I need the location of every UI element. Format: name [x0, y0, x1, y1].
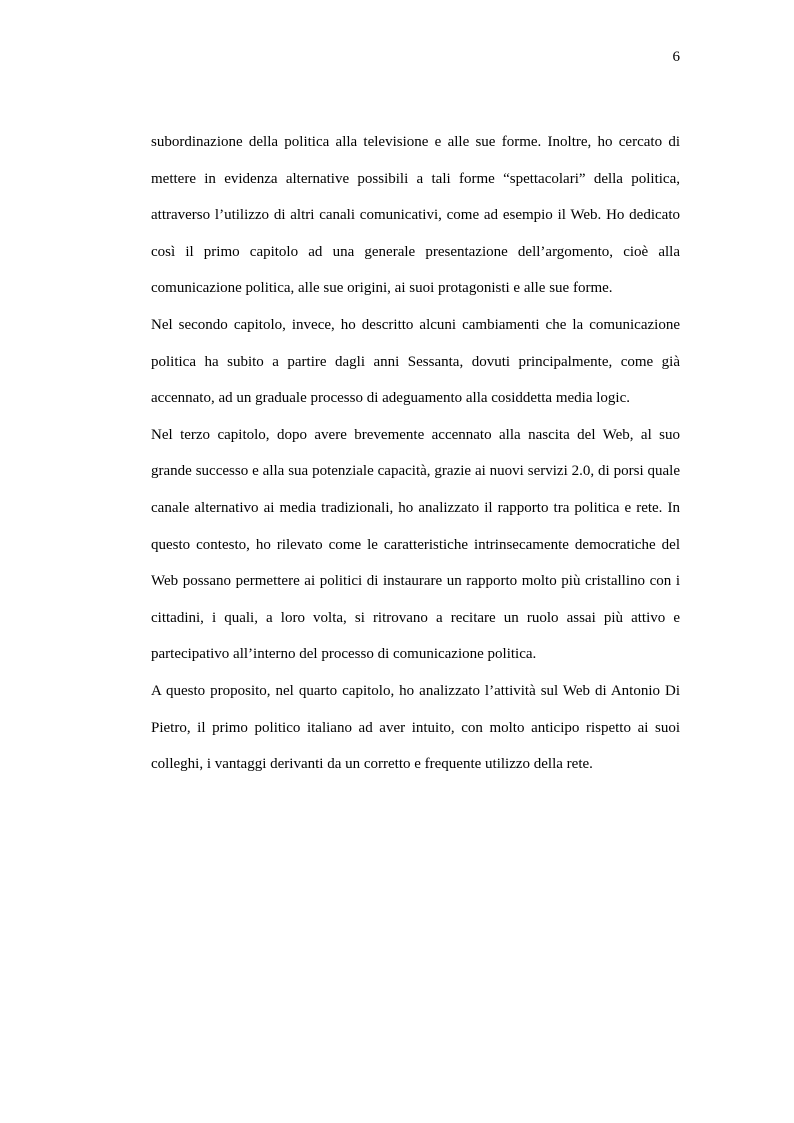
- paragraph-3: Nel terzo capitolo, dopo avere brevemente accennato alla nascita del Web, al suo grande successo e alla sua potenziale capacità, grazie ai nuovi servizi 2.0, di porsi quale canale alternativo ai media tradizionali, ho analizzato il rapporto tra politica e rete. In questo contesto, ho rilevato come le caratteristiche intrinsecamente democratiche del Web possano permettere ai politici di instaurare un rapporto molto più cristallino con i cittadini, i quali, a loro volta, si ritrovano a recitare un ruolo assai più attivo e partecipativo all’interno del processo di comunicazione politica.: [151, 426, 680, 663]
- page-number: 6: [672, 49, 680, 65]
- body-text: [151, 124, 680, 783]
- paragraph-2: Nel secondo capitolo, invece, ho descritto alcuni cambiamenti che la comunicazione politica ha subito a partire dagli anni Sessanta, dovuti principalmente, come già accennato, ad un graduale processo di adeguamento alla cosiddetta media logic.: [151, 316, 680, 407]
- paragraph-1: subordinazione della politica alla televisione e alle sue forme. Inoltre, ho cercato di mettere in evidenza alternative possibili a tali forme “spettacolari” della politica, attraverso l’utilizzo di altri canali comunicativi, come ad esempio il Web. Ho dedicato così il primo capitolo ad una generale presentazione dell’argomento, cioè alla comunicazione politica, alle sue origini, ai suoi protagonisti e alle sue forme.: [151, 134, 680, 297]
- paragraph-4: A questo proposito, nel quarto capitolo, ho analizzato l’attività sul Web di Antonio Di Pietro, il primo politico italiano ad aver intuito, con molto anticipo rispetto ai suoi colleghi, i vantaggi derivanti da un corretto e frequente utilizzo della rete.: [151, 682, 680, 773]
